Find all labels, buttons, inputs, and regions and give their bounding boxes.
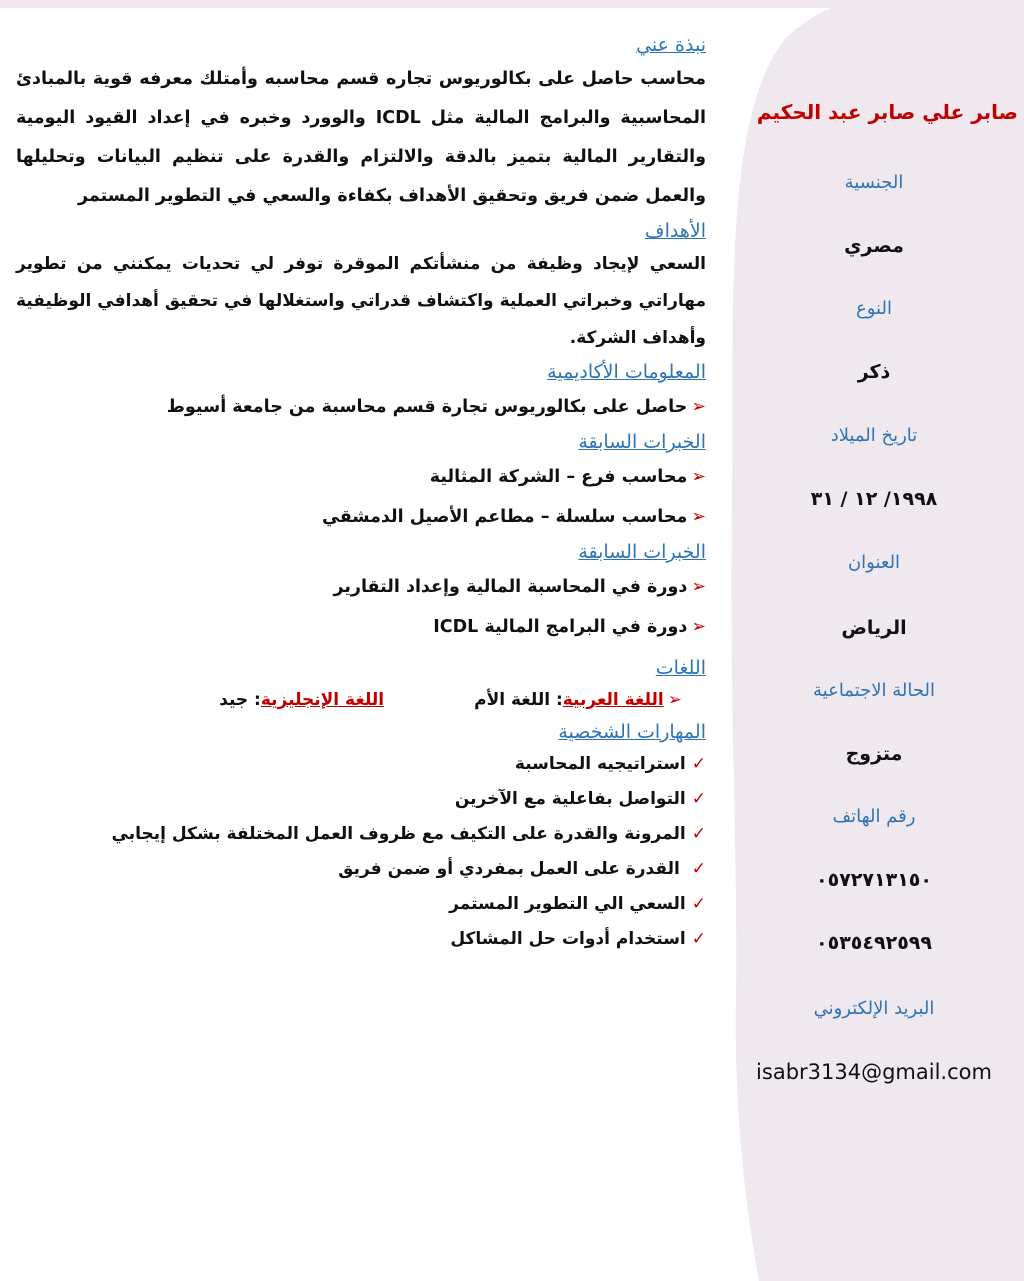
goals-heading: الأهداف [644,220,706,242]
main-content [16,30,706,957]
languages-heading: اللغات [655,657,706,679]
experience-section [16,427,706,537]
skills-section [16,717,706,957]
candidate-name: صابر علي صابر عبد الحكيم [756,100,1018,124]
birthdate-label: تاريخ الميلاد [830,425,918,446]
list-item: ➢حاصل على بكالوريوس تجارة قسم محاسبة من جامعة أسيوط [166,397,706,417]
arrow-bullet-icon: ➢ [691,397,706,417]
phone-label: رقم الهاتف [832,806,916,827]
arrow-bullet-icon: ➢ [691,577,706,597]
list-item: ✓التواصل بفاعلية مع الآخرين [454,789,706,809]
list-item: ➢محاسب فرع – الشركة المثالية [429,467,706,487]
check-icon: ✓ [691,894,706,914]
list-item: ✓السعي الي التطوير المستمر [449,894,706,914]
about-text: محاسب حاصل على بكالوريوس تجاره قسم محاسبه وأمتلك معرفه قوية بالمبادئ المحاسبية والبرامج المالية مثل ICDL والوورد وخبره في إعداد القيود اليومية والتقارير المالية بتميز بالدقة والالتزام والقدرة على تنظيم البيانات وتحليلها والعمل ضمن فريق وتحقيق الأهداف بكفاءة والسعي في التطوير المستمر [16,69,707,206]
english-label: اللغة الإنجليزية [260,690,385,710]
list-item: ✓استخدام أدوات حل المشاكل [450,929,706,949]
list-item: ➢دورة في البرامج المالية ICDL [433,617,706,637]
courses-heading: الخبرات السابقة [578,541,706,563]
address-value: الرياض [841,617,907,639]
arrow-bullet-icon: ➢ [691,617,706,637]
gender-value: ذكر [857,361,891,383]
list-item: ➢دورة في المحاسبة المالية وإعداد التقارير [333,577,706,597]
marital-status-value: متزوج [845,743,903,765]
english-level: جيد [219,690,249,710]
list-item: ✓المرونة والقدرة على التكيف مع ظروف العمل المختلفة بشكل إيجابي [111,824,706,844]
experience-heading: الخبرات السابقة [578,431,706,453]
phone-value-1: ٠٥٧٢٧١٣١٥٠ [816,869,932,891]
arabic-label: اللغة العربية [562,690,664,710]
academic-heading: المعلومات الأكاديمية [547,361,706,383]
languages-section [16,653,706,717]
check-icon: ✓ [691,824,706,844]
sidebar [734,0,1024,1281]
nationality-value: مصري [844,235,904,257]
check-icon: ✓ [691,859,706,879]
email-value[interactable]: isabr3134@gmail.com [756,1060,992,1084]
marital-status-label: الحالة الاجتماعية [813,680,935,701]
goals-text: السعي لإيجاد وظيفة من منشأتكم الموقرة توفر لي تحديات يمكنني من تطوير مهاراتي وخبراتي العملية واكتشاف قدراتي واستغلالها في تحقيق أهدافي الوظيفية وأهداف الشركة. [16,254,706,348]
arrow-bullet-icon: ➢ [691,467,706,487]
nationality-label: الجنسية [844,172,904,193]
list-item: ➢محاسب سلسلة – مطاعم الأصيل الدمشقي [321,507,706,527]
email-label: البريد الإلكتروني [813,998,935,1019]
check-icon: ✓ [691,789,706,809]
arabic-level: اللغة الأم [474,690,551,710]
arrow-bullet-icon: ➢ [691,507,706,527]
list-item: ✓استراتيجيه المحاسبة [514,754,706,774]
goals-section [16,216,706,357]
academic-section [16,357,706,427]
check-icon: ✓ [691,929,706,949]
languages-row: ➢اللغة العربية: اللغة الأماللغة الإنجليزية: جيد [219,690,682,710]
arrow-bullet-icon: ➢ [667,690,682,710]
address-label: العنوان [847,552,901,573]
courses-section [16,537,706,647]
skills-heading: المهارات الشخصية [558,721,706,743]
list-item: ✓ القدرة على العمل بمفردي أو ضمن فريق [338,859,706,879]
about-heading: نبذة عني [636,34,706,56]
check-icon: ✓ [691,754,706,774]
birthdate-value: ١٩٩٨/ ١٢ / ٣١ [810,488,938,510]
phone-value-2: ٠٥٣٥٤٩٢٥٩٩ [816,932,932,954]
about-section [16,30,706,216]
gender-label: النوع [856,298,892,319]
